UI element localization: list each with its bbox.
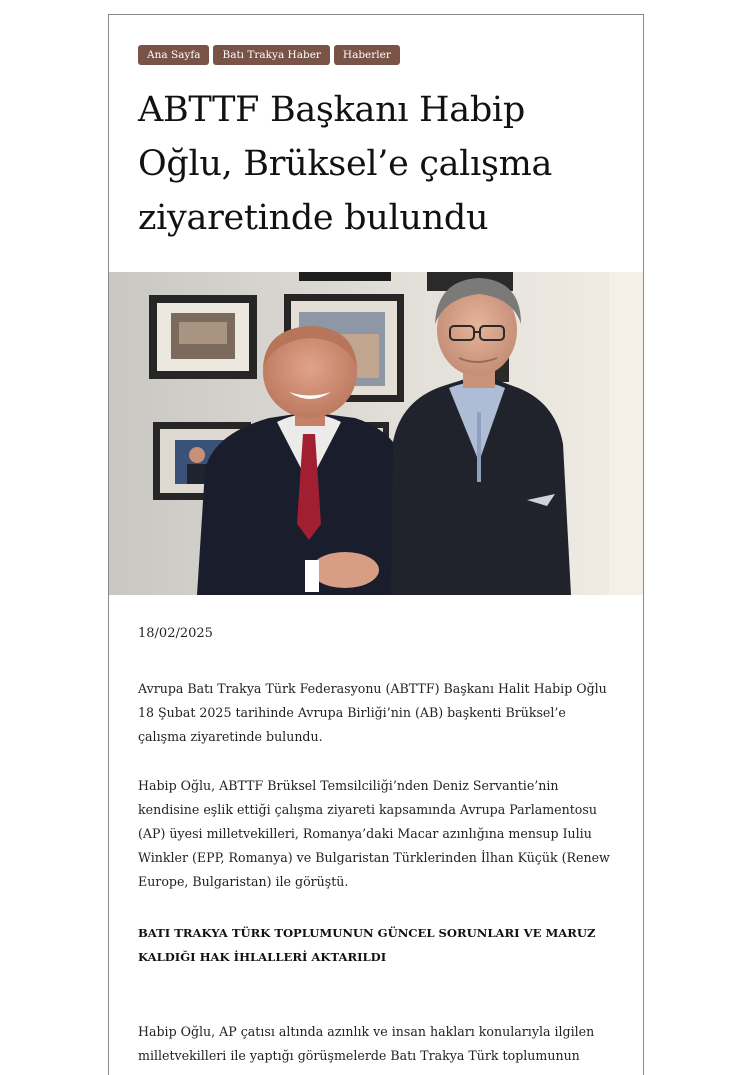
article-paragraph: Avrupa Batı Trakya Türk Federasyonu (ABTTF) Başkanı Halit Habip Oğlu 18 Şubat 2025 tarihinde Avrupa Birliği’nin (AB) başkenti Brüksel’e çalışma ziyaretinde bulundu. (138, 681, 607, 744)
breadcrumb (138, 45, 400, 65)
article-paragraph: Habip Oğlu, AP çatısı altında azınlık ve insan hakları konularıyla ilgilen milletvekilleri ile yaptığı görüşmelerde Batı Trakya Türk toplumunun (138, 1024, 595, 1063)
breadcrumb-haberler[interactable]: Haberler (334, 45, 400, 65)
article-photo (109, 272, 643, 595)
article-subheading: BATI TRAKYA TÜRK TOPLUMUNUN GÜNCEL SORUNLARI VE MARUZ KALDIĞI HAK İHLALLERİ AKTARILDI (138, 926, 596, 964)
article-date: 18/02/2025 (138, 626, 213, 641)
article-title: ABTTF Başkanı Habip Oğlu, Brüksel’e çalışma ziyaretinde bulundu (138, 90, 553, 238)
article-paragraph: Habip Oğlu, ABTTF Brüksel Temsilciliği’nden Deniz Servantie’nin kendisine eşlik ettiği çalışma ziyareti kapsamında Avrupa Parlamentosu (AP) üyesi milletvekilleri, Romanya’daki Macar azınlığına mensup Iuliu Winkler (EPP, Romanya) ve Bulgaristan Türklerinden İlhan Küçük (Renew Europe, Bulgaristan) ile görüştü. (138, 778, 610, 889)
breadcrumb-home[interactable]: Ana Sayfa (138, 45, 209, 65)
breadcrumb-bati-trakya-haber[interactable]: Batı Trakya Haber (213, 45, 329, 65)
article-card (108, 14, 644, 1075)
